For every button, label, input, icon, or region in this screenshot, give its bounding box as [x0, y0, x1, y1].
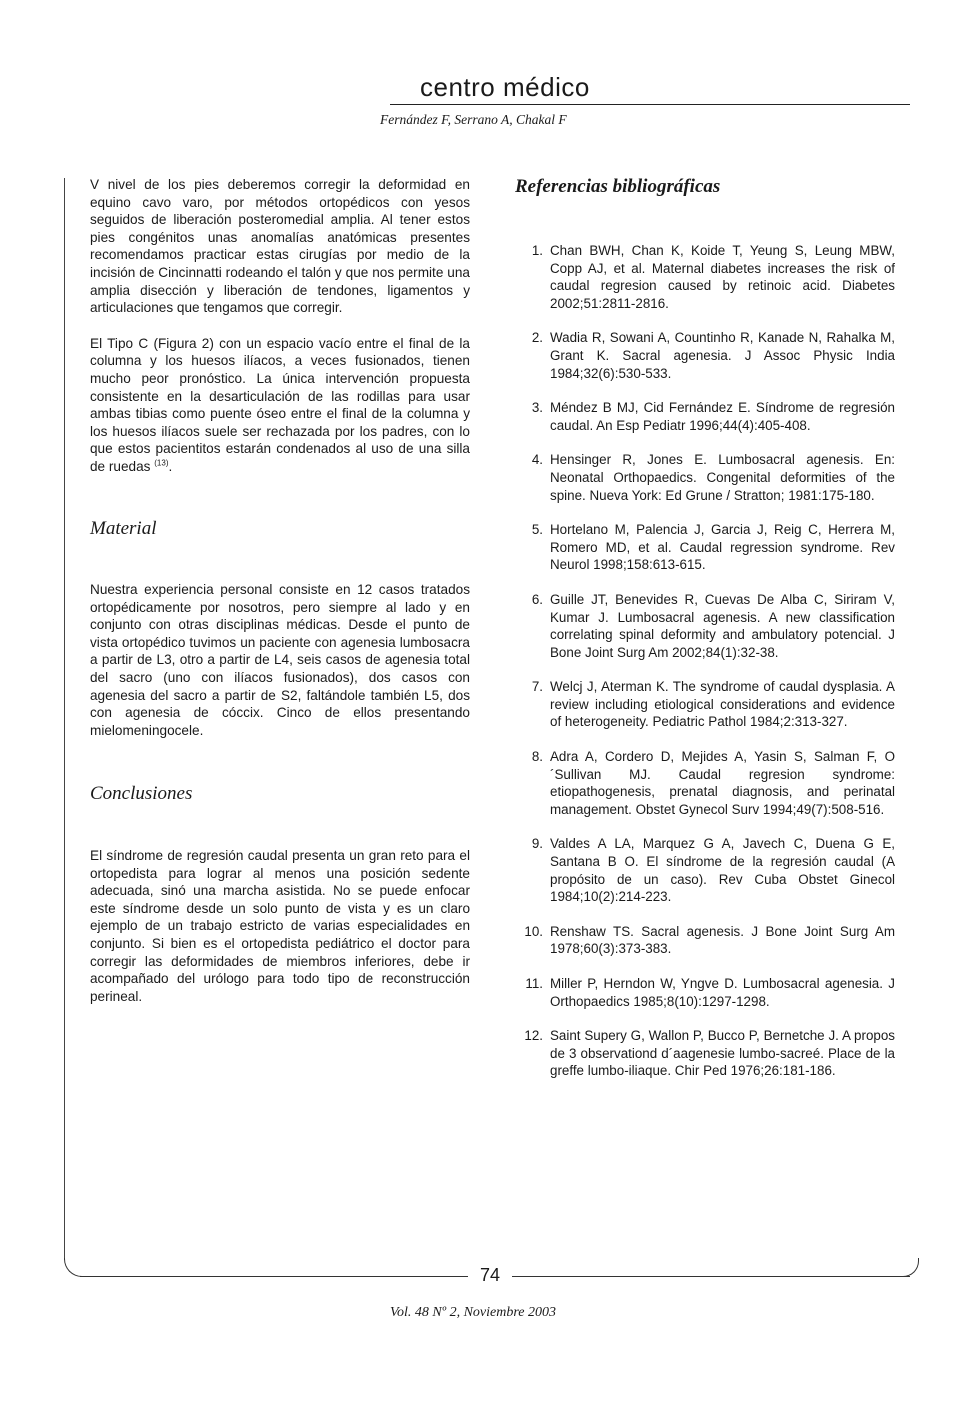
reference-item	[515, 399, 895, 434]
reference-item	[515, 329, 895, 382]
reference-item	[515, 678, 895, 731]
section-heading-material: Material	[90, 517, 157, 539]
reference-item	[515, 591, 895, 661]
reference-text: Hensinger R, Jones E. Lumbosacral agenesis. En: Neonatal Orthopaedics. Congenital deformities of the spine. Nueva York: Ed Grune / Stratton; 1981:175-180.	[550, 452, 895, 503]
reference-number: 6.	[531, 591, 543, 607]
footer-corner-right	[902, 1258, 919, 1277]
citation-superscript: (13)	[154, 458, 169, 468]
page-number: 74	[479, 1265, 501, 1285]
reference-text: Adra A, Cordero D, Mejides A, Yasin S, Salman F, O´Sullivan MJ. Caudal regresion syndrome: etiopathogenesis, prenatal diagnosis, and perinatal management. Obstet Gynecol Surv 1994;49(7):508-516.	[550, 749, 895, 817]
reference-number: 11.	[525, 976, 543, 991]
reference-item	[515, 1027, 895, 1080]
reference-item	[515, 748, 895, 818]
reference-number: 3.	[531, 400, 543, 416]
body-text: El Tipo C (Figura 2) con un espacio vacío entre el final de la columna y los huesos ilíacos, a veces fusionados, tienen mucho peor pronóstico. La única intervención propuesta consistente en la desarticulación de las rodillas para usar ambas tibias como puente óseo entre el final de la columna y los huesos ilíacos suele ser rechazada por los padres, con lo que estos pacientitos estarán condenados al uso de una silla de ruedas	[90, 335, 470, 474]
footer-rule	[80, 1276, 468, 1277]
section-heading-conclusions: Conclusiones	[90, 783, 193, 805]
reference-text: Méndez B MJ, Cid Fernández E. Síndrome de regresión caudal. An Esp Pediatr 1996;44(4):405-408.	[550, 400, 895, 433]
reference-item	[515, 451, 895, 504]
reference-number: 4.	[531, 452, 543, 468]
volume-info: Vol. 48 Nº 2, Noviembre 2003	[390, 1305, 556, 1320]
references-heading: Referencias bibliográficas	[515, 176, 721, 197]
reference-text: Saint Supery G, Wallon P, Bucco P, Bernetche J. A propos de 3 observationd d´aagenesie lumbo-sacreé. Place de la greffe lumbo-iliaque. Chir Ped 1976;26:181-186.	[550, 1028, 895, 1079]
reference-number: 5.	[531, 522, 543, 538]
reference-number: 7.	[531, 679, 543, 695]
reference-text: Welcj J, Aterman K. The syndrome of caudal dysplasia. A review including etiological considerations and evidence of heterogeneity. Pediatric Pathol 1984;2:313-327.	[550, 679, 895, 730]
journal-title: centro médico	[420, 72, 590, 102]
reference-item	[515, 242, 895, 312]
reference-text: Guille JT, Benevides R, Cuevas De Alba C, Siriram V, Kumar J. Lumbosacral agenesis. A new classification correlating spinal deformity and ambulatory potencial. J Bone Joint Surg Am 2002;84(1):32-38.	[550, 591, 895, 660]
right-column	[515, 176, 895, 1097]
reference-number: 1.	[531, 243, 543, 258]
reference-text: Wadia R, Sowani A, Countinho R, Kanade N, Rahalka M, Grant K. Sacral agenesia. J Assoc Physic India 1984;32(6):530-533.	[550, 330, 895, 381]
reference-item	[515, 835, 895, 905]
reference-item	[515, 923, 895, 958]
article-authors: Fernández F, Serrano A, Chakal F	[380, 112, 567, 127]
references-list	[515, 242, 895, 1080]
body-paragraph	[90, 335, 470, 476]
body-paragraph: V nivel de los pies deberemos corregir la deformidad en equino cavo varo, por métodos ortopédicos con yesos seguidos de liberación posteromedial amplia. Al tener estos pies congénitos unas anomalías anatómicas presentes recomendamos practicar estas cirugías por medio de la incisión de Cincinnatti rodeando el talón y que nos permite una amplia disección y liberación de tendones, ligamentos y articulaciones que tengamos que corregir.	[90, 177, 470, 316]
header-rule	[390, 104, 910, 105]
left-margin-rule	[64, 178, 65, 1260]
reference-number: 2.	[531, 330, 543, 346]
body-text-end: .	[168, 458, 173, 474]
reference-item	[515, 975, 895, 1010]
reference-item	[515, 521, 895, 574]
body-paragraph: Nuestra experiencia personal consiste en 12 casos tratados ortopédicamente por nosotros, pero siempre al lado y en conjunto con otras disciplinas médicas. Desde el punto de vista ortopédico tuvimos un paciente con agenesia lumbosacra a partir de L3, otro a partir de L4, seis casos de agenesia total del sacro (uno con ilíacos fusionados), dos casos con agenesia del sacro a partir de S2, faltándole también L5, dos con agenesia de cóccix. Cinco de ellos presentando mielomeningocele.	[90, 582, 470, 738]
reference-number: 8.	[531, 749, 543, 765]
footer-rule	[512, 1276, 910, 1277]
reference-text: Hortelano M, Palencia J, Garcia J, Reig C, Herrera M, Romero MD, et al. Caudal regression syndrome. Rev Neurol 1998;158:613-615.	[550, 522, 895, 573]
reference-number: 10.	[524, 923, 543, 939]
footer-corner-left	[64, 1258, 83, 1277]
reference-number: 12.	[524, 1028, 543, 1044]
reference-text: Renshaw TS. Sacral agenesis. J Bone Joint Surg Am 1978;60(3):373-383.	[550, 923, 895, 957]
reference-text: Chan BWH, Chan K, Koide T, Yeung S, Leung MBW, Copp AJ, et al. Maternal diabetes increases the risk of caudal regresion caused by retinoic acid. Diabetes 2002;51:2811-2816.	[550, 243, 895, 311]
body-paragraph: El síndrome de regresión caudal presenta un gran reto para el ortopedista para lograr al menos una posición sedente adecuada, sinó una marcha asistida. No se puede enfocar este síndrome desde un solo punto de vista y es un claro ejemplo de un trabajo estricto de varias especialidades en conjunto. Si bien es el ortopedista pediátrico el doctor para corregir las deformidades de miembros inferiores, debe ir acompañado del urólogo para todo tipo de reconstrucción perineal.	[90, 848, 470, 1004]
reference-text: Miller P, Herndon W, Yngve D. Lumbosacral agenesia. J Orthopaedics 1985;8(10):1297-1298.	[550, 976, 895, 1009]
reference-text: Valdes A LA, Marquez G A, Javech C, Duena G E, Santana B O. El síndrome de la regresión caudal (A propósito de un caso). Rev Cuba Obstet Ginecol 1984;10(2):214-223.	[550, 836, 895, 905]
reference-number: 9.	[531, 836, 543, 852]
left-column	[90, 176, 470, 1005]
